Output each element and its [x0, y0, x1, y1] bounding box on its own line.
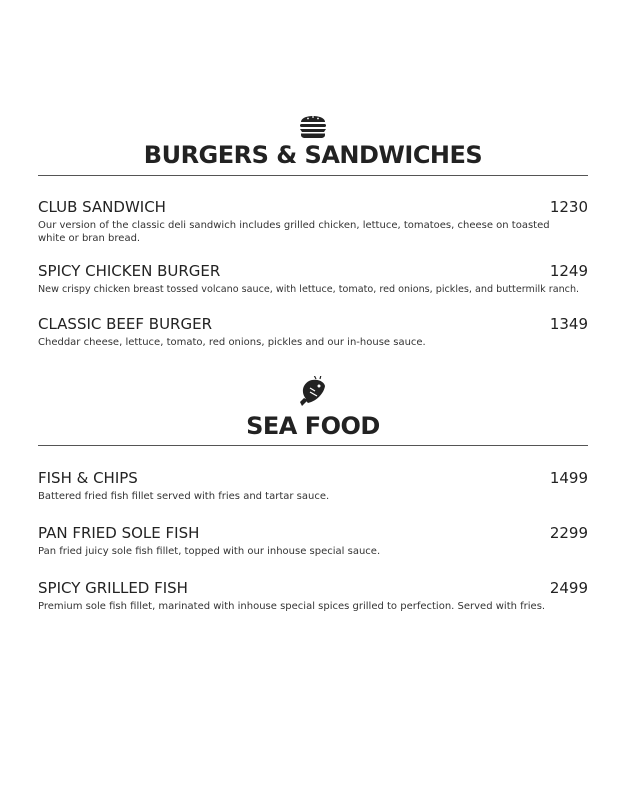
item-description: Our version of the classic deli sandwich includes grilled chicken, lettuce, tomatoes, cheese on toasted white or bran bread. [38, 220, 550, 244]
item-name: SPICY GRILLED FISH [38, 579, 188, 597]
item-price: 1499 [549, 469, 588, 487]
item-description: Pan fried juicy sole fish fillet, topped with our inhouse special sauce. [38, 546, 381, 557]
section-title: BURGERS & SANDWICHES [143, 141, 483, 169]
item-price: 1249 [549, 262, 588, 280]
item-name: SPICY CHICKEN BURGER [38, 262, 221, 280]
item-description: New crispy chicken breast tossed volcano sauce, with lettuce, tomato, red onions, pickles, and buttermilk ranch. [38, 284, 580, 295]
item-name: CLASSIC BEEF BURGER [38, 315, 213, 333]
menu-item [38, 198, 588, 248]
section-divider [38, 175, 588, 176]
menu-item [38, 524, 588, 564]
item-price: 2499 [549, 579, 588, 597]
item-price: 1349 [549, 315, 588, 333]
section-burgers-sandwiches [38, 108, 588, 358]
menu-item [38, 262, 588, 302]
menu-item [38, 579, 588, 619]
menu-item [38, 469, 588, 509]
section-title: SEA FOOD [246, 412, 380, 440]
item-price: 2299 [549, 524, 588, 542]
item-description: Premium sole fish fillet, marinated with inhouse special spices grilled to perfection. Served with fries. [38, 601, 546, 612]
item-name: CLUB SANDWICH [38, 198, 166, 216]
section-sea-food [38, 376, 588, 626]
burger-icon [298, 111, 328, 143]
item-description: Cheddar cheese, lettuce, tomato, red onions, pickles and our in-house sauce. [38, 337, 426, 348]
item-price: 1230 [549, 198, 588, 216]
item-name: PAN FRIED SOLE FISH [38, 524, 200, 542]
item-name: FISH & CHIPS [38, 469, 138, 487]
fish-icon [296, 376, 330, 412]
section-divider [38, 445, 588, 446]
item-description: Battered fried fish fillet served with fries and tartar sauce. [38, 491, 330, 502]
menu-item [38, 315, 588, 355]
